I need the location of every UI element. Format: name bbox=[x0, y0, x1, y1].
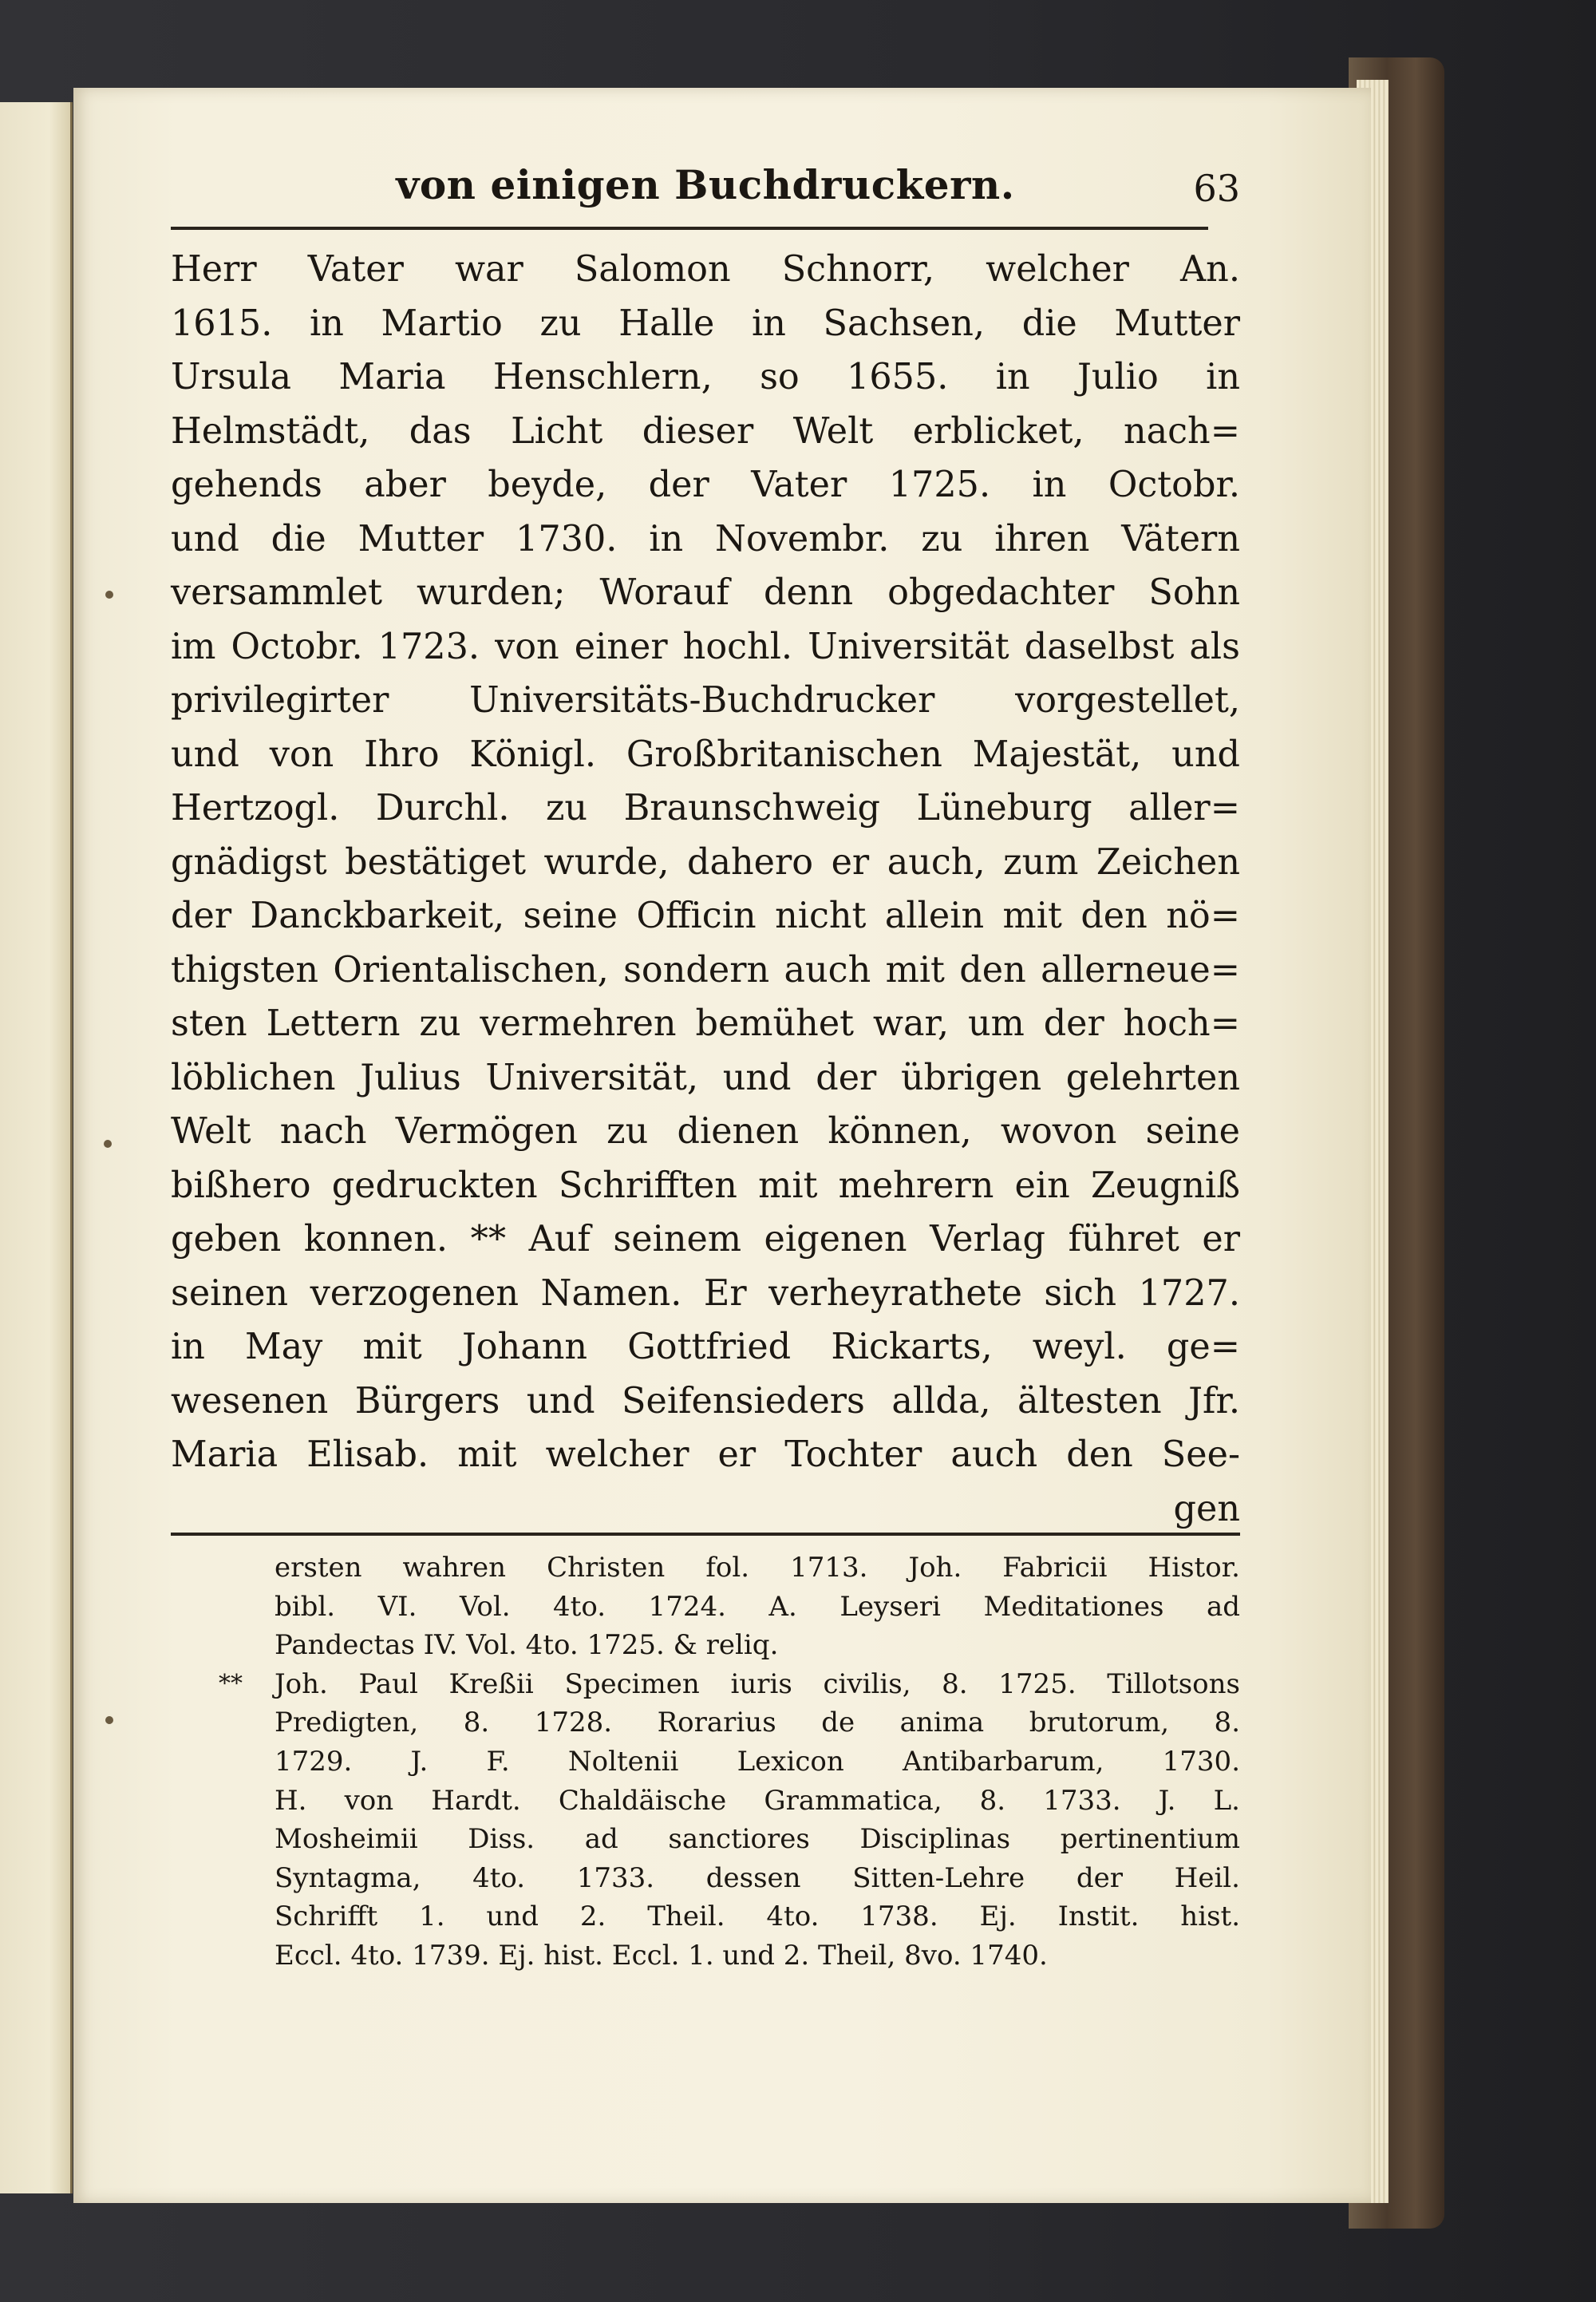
text-line: privilegirter Universitäts-Buchdrucker vorgestellet, bbox=[171, 680, 1240, 721]
text-line: gnädigst bestätiget wurde, dahero er auch, zum Zeichen bbox=[171, 841, 1240, 883]
header-rule bbox=[171, 227, 1208, 230]
margin-mark bbox=[104, 1140, 112, 1148]
footnote-line: Mosheimii Diss. ad sanctiores Disciplinas pertinentium bbox=[275, 1823, 1240, 1856]
margin-mark bbox=[105, 1716, 113, 1724]
facing-page-edge bbox=[0, 102, 73, 2193]
footnote-line: Predigten, 8. 1728. Rorarius de anima brutorum, 8. bbox=[275, 1707, 1240, 1739]
page-number: 63 bbox=[1193, 167, 1240, 210]
catchword: gen bbox=[1173, 1488, 1240, 1529]
footnote-line: 1729. J. F. Noltenii Lexicon Antibarbarum, 1730. bbox=[275, 1745, 1240, 1778]
text-line: 1615. in Martio zu Halle in Sachsen, die Mutter bbox=[171, 303, 1240, 344]
text-line: löblichen Julius Universität, und der übrigen gelehrten bbox=[171, 1057, 1240, 1098]
footnote-line: Syntagma, 4to. 1733. dessen Sitten-Lehre der Heil. bbox=[275, 1861, 1240, 1894]
text-line: und die Mutter 1730. in Novembr. zu ihren Vätern bbox=[171, 518, 1240, 560]
text-line: Ursula Maria Henschlern, so 1655. in Julio in bbox=[171, 357, 1240, 398]
text-line: in May mit Johann Gottfried Rickarts, weyl. ge= bbox=[171, 1327, 1240, 1367]
footnote-line-text: Joh. Paul Kreßii Specimen iuris civilis, 8. 1725. Tillotsons bbox=[275, 1667, 1240, 1700]
footnote-line: Pandectas IV. Vol. 4to. 1725. & reliq. bbox=[275, 1629, 779, 1662]
text-line: sten Lettern zu vermehren bemühet war, um der hoch= bbox=[171, 1003, 1240, 1044]
text-line: wesenen Bürgers und Seifensieders allda, ältesten Jfr. bbox=[171, 1380, 1240, 1422]
footnote-line bbox=[219, 1665, 1240, 1704]
text-line: Herr Vater war Salomon Schnorr, welcher An. bbox=[171, 249, 1240, 290]
footnote-line: Schrifft 1. und 2. Theil. 4to. 1738. Ej. Instit. hist. bbox=[275, 1901, 1240, 1933]
page-header bbox=[171, 160, 1240, 227]
footnote-line: Eccl. 4to. 1739. Ej. hist. Eccl. 1. und 2. Theil, 8vo. 1740. bbox=[275, 1939, 1048, 1972]
footnote-line: ersten wahren Christen fol. 1713. Joh. Fabricii Histor. bbox=[275, 1552, 1240, 1584]
text-line: bißhero gedruckten Schrifften mit mehrern ein Zeugniß bbox=[171, 1165, 1240, 1206]
text-line: und von Ihro Königl. Großbritanischen Majestät, und bbox=[171, 734, 1240, 775]
margin-mark bbox=[105, 591, 113, 599]
text-line: der Danckbarkeit, seine Officin nicht allein mit den nö= bbox=[171, 896, 1240, 936]
text-line: Hertzogl. Durchl. zu Braunschweig Lüneburg aller= bbox=[171, 788, 1240, 829]
footnote-rule bbox=[171, 1533, 1240, 1536]
text-line: Maria Elisab. mit welcher er Tochter auch den See- bbox=[171, 1434, 1240, 1475]
footnote-marker: ** bbox=[219, 1669, 243, 1698]
footnote-line: bibl. VI. Vol. 4to. 1724. A. Leyseri Meditationes ad bbox=[275, 1590, 1240, 1623]
text-line: Welt nach Vermögen zu dienen können, wovon seine bbox=[171, 1111, 1240, 1152]
text-line: geben konnen. ** Auf seinem eigenen Verlag führet er bbox=[171, 1219, 1240, 1260]
text-line: gehends aber beyde, der Vater 1725. in Octobr. bbox=[171, 465, 1240, 505]
text-line: thigsten Orientalischen, sondern auch mit den allerneue= bbox=[171, 949, 1240, 991]
footnotes bbox=[219, 1549, 1240, 1976]
text-line: Helmstädt, das Licht dieser Welt erblicket, nach= bbox=[171, 410, 1240, 452]
main-text bbox=[171, 243, 1240, 1536]
text-line: seinen verzogenen Namen. Er verheyrathete sich 1727. bbox=[171, 1272, 1240, 1314]
text-line: versammlet wurden; Worauf denn obgedachter Sohn bbox=[171, 572, 1240, 613]
running-title: von einigen Buchdruckern. bbox=[396, 161, 1015, 208]
footnote-line: H. von Hardt. Chaldäische Grammatica, 8. 1733. J. L. bbox=[275, 1784, 1240, 1817]
text-line: im Octobr. 1723. von einer hochl. Universität daselbst als bbox=[171, 626, 1240, 667]
